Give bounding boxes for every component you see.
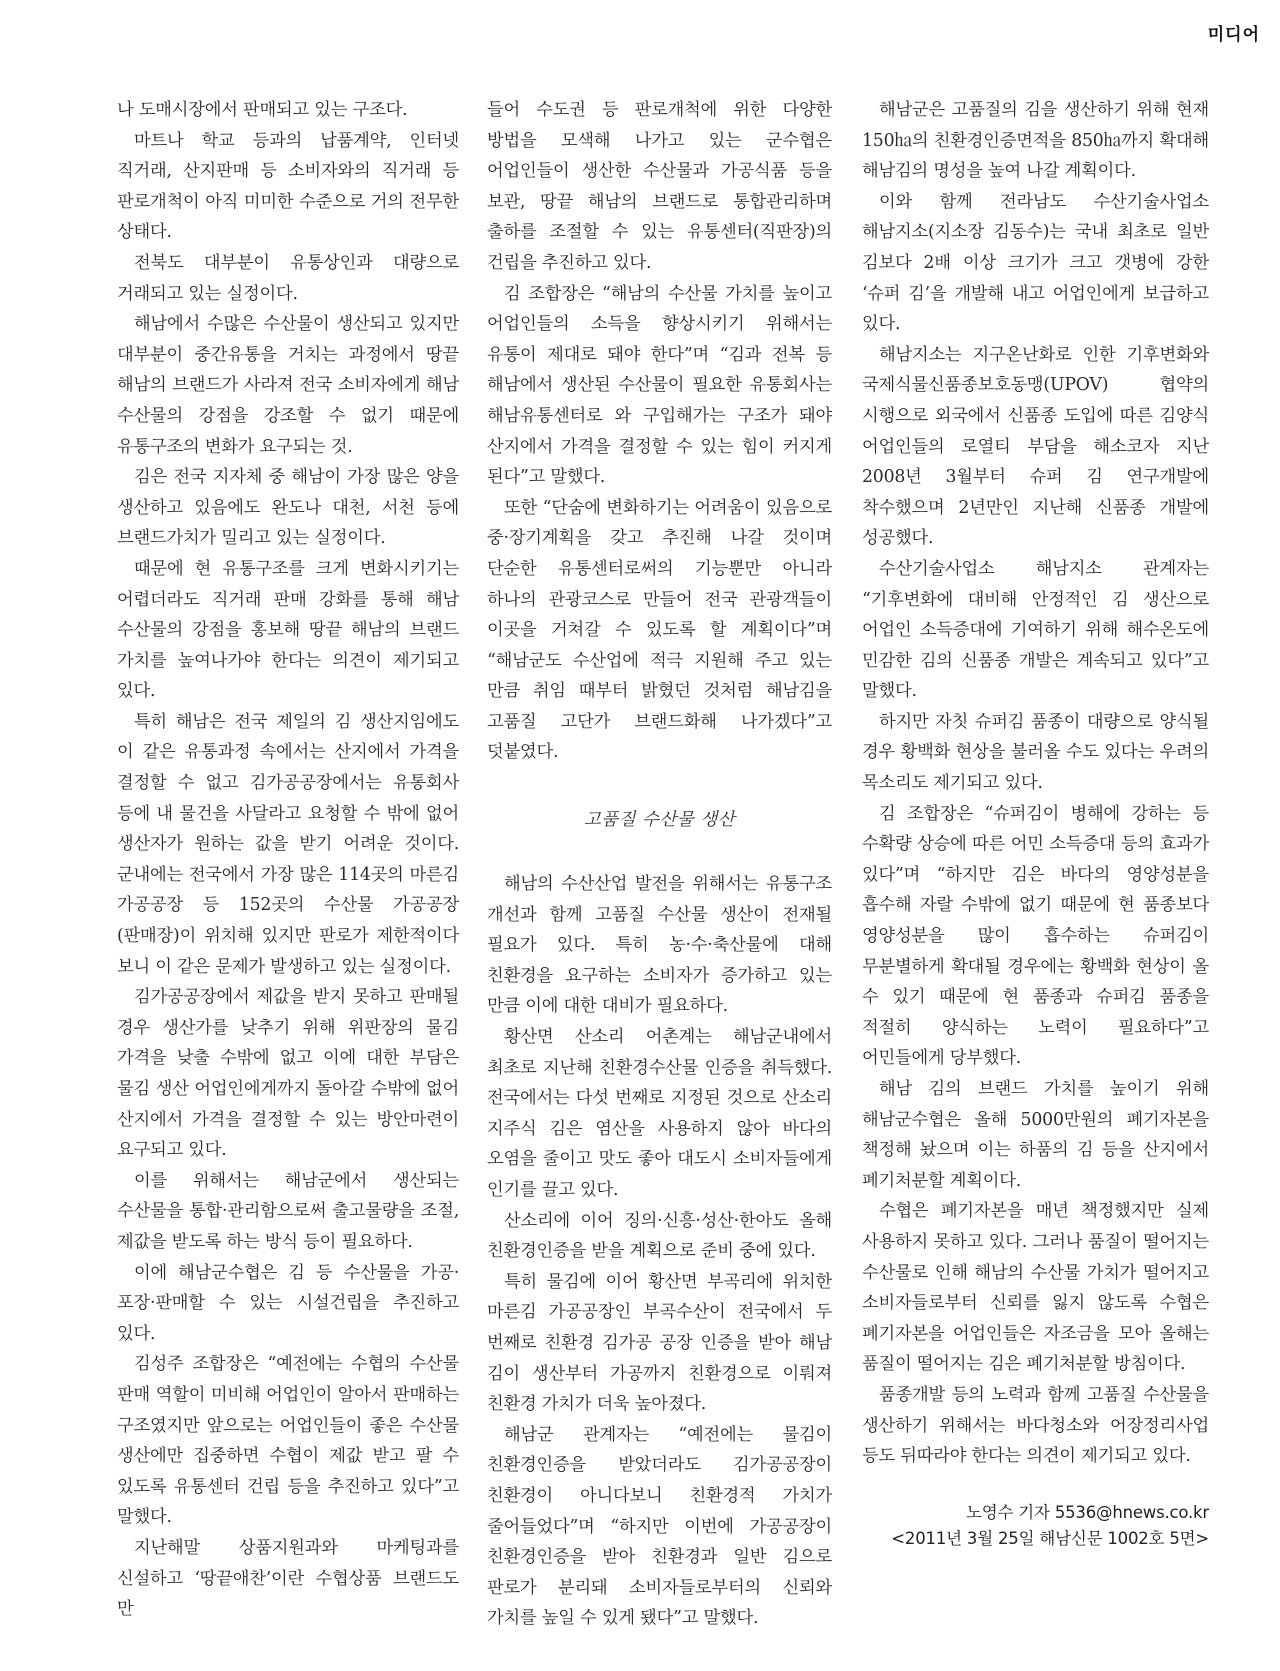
paragraph: 전북도 대부분이 유통상인과 대량으로 거래되고 있는 실정이다. <box>117 252 459 304</box>
paragraph: 이에 해남군수협은 김 등 수산물을 가공·포장·판매할 수 있는 시설건립을 추진하고 있다. <box>117 1262 459 1344</box>
paragraph: 때문에 현 유통구조를 크게 변화시키기는 어렵더라도 직거래 판매 강화를 통해 해남 수산물의 강점을 홍보해 땅끝 해남의 브랜드 가치를 높여나가야 한다는 의견이 제기되고 있다. <box>117 558 459 702</box>
publication-source: <2011년 3월 25일 해남신문 1002호 5면> <box>891 1528 1209 1548</box>
article-column-1 <box>117 95 459 1625</box>
paragraph: 김은 전국 지자체 중 해남이 가장 많은 양을 생산하고 있음에도 완도나 대천, 서천 등에 브랜드가치가 밀리고 있는 실정이다. <box>117 467 459 549</box>
paragraph: 해남 김의 브랜드 가치를 높이기 위해 해남군수협은 올해 5000만원의 폐기자본을 책정해 놨으며 이는 하품의 김 등을 산지에서 폐기처분할 계획이다. <box>862 1079 1209 1191</box>
section-subheading: 고품질 수산물 생산 <box>583 810 736 831</box>
article-column-2 <box>487 95 832 1634</box>
paragraph: 김가공공장에서 제값을 받지 못하고 판매될 경우 생산가를 낮추기 위해 위판장의 물김 가격을 낮출 수밖에 없고 이에 대한 부담은 물김 생산 어업인에게까지 돌아갈 수밖에 없어 산지에서 가격을 결정할 수 있는 방안마련이 요구되고 있다. <box>117 987 459 1161</box>
paragraph: 해남에서 수많은 수산물이 생산되고 있지만 대부분이 중간유통을 거치는 과정에서 땅끝 해남의 브랜드가 사라져 전국 소비자에게 해남 수산물의 강점을 강조할 수 없기 때문에 유통구조의 변화가 요구되는 것. <box>117 314 459 457</box>
paragraph: 수협은 폐기자본을 매년 책정했지만 실제 사용하지 못하고 있다. 그러나 품질이 떨어지는 수산물로 인해 해남의 수산물 가치가 떨어지고 소비자들로부터 신뢰를 잃지 않도록 수협은 폐기자본을 어업인들은 자조금을 모아 올해는 품질이 떨어지는 김은 폐기처분할 방침이다. <box>862 1201 1209 1375</box>
paragraph: 이를 위해서는 해남군에서 생산되는 수산물을 통합·관리함으로써 출고물량을 조절, 제값을 받도록 하는 방식 등이 필요하다. <box>117 1170 459 1252</box>
paragraph: 이와 함께 전라남도 수산기술사업소 해남지소(지소장 김동수)는 국내 최초로 일반 김보다 2배 이상 크기가 크고 갯병에 강한 ‘슈퍼 김’을 개발해 내고 어업인에게 보급하고 있다. <box>862 191 1209 335</box>
paragraph: 품종개발 등의 노력과 함께 고품질 수산물을 생산하기 위해서는 바다청소와 어장정리사업 등도 뒤따라야 한다는 의견이 제기되고 있다. <box>862 1384 1209 1467</box>
paragraph: 하지만 자칫 슈퍼김 품종이 대량으로 양식될 경우 황백화 현상을 불러올 수도 있다는 우려의 목소리도 제기되고 있다. <box>862 711 1209 794</box>
byline <box>862 1500 1209 1552</box>
paragraph: 김 조합장은 “해남의 수산물 가치를 높이고 어업인들의 소득을 향상시키기 위해서는 유통이 제대로 돼야 한다”며 “김과 전복 등 해남에서 생산된 수산물이 필요한 유통회사는 해남유통센터로 와 구입해가는 구조가 돼야 산지에서 가격을 결정할 수 있는 힘이 커지게 된다”고 말했다. <box>487 283 832 488</box>
paragraph: 김성주 조합장은 “예전에는 수협의 수산물 판매 역할이 미비해 어업인이 알아서 판매하는 구조였지만 앞으로는 어업인들이 좋은 수산물 생산에만 집중하면 수협이 제값 받고 팔 수 있도록 유통센터 건립 등을 추진하고 있다”고 말했다. <box>117 1354 459 1528</box>
paragraph: 해남의 수산산업 발전을 위해서는 유통구조 개선과 함께 고품질 수산물 생산이 전재될 필요가 있다. 특히 농·수·축산물에 대해 친환경을 요구하는 소비자가 증가하고 있는 만큼 이에 대한 대비가 필요하다. <box>487 874 832 1017</box>
paragraph: 특히 해남은 전국 제일의 김 생산지임에도 이 같은 유통과정 속에서는 산지에서 가격을 결정할 수 없고 김가공공장에서는 유통회사 등에 내 물건을 사달라고 요청할 수 밖에 없어 생산자가 원하는 값을 받기 어려운 것이다. 군내에는 전국에서 가장 많은 114곳의 마른김 가공공장 등 152곳의 수산물 가공공장(판매장)이 위치해 있지만 판로가 제한적이다 보니 이 같은 문제가 발생하고 있는 실정이다. <box>117 711 459 977</box>
paragraph: 지난해말 상품지원과와 마케팅과를 신설하고 ‘땅끝애찬’이란 수협상품 브랜드도 만 <box>117 1537 459 1620</box>
paragraph: 김 조합장은 “슈퍼김이 병해에 강하는 등 수확량 상승에 따른 어민 소득증대 등의 효과가 있다”며 “하지만 김은 바다의 영양성분을 흡수해 자랄 수밖에 없기 때문에 현 품종보다 영양성분을 많이 흡수하는 슈퍼김이 무분별하게 확대될 경우에는 황백화 현상이 올 수 있기 때문에 현 품종과 슈퍼김 품종을 적절히 양식하는 노력이 필요하다”고 어민들에게 당부했다. <box>862 803 1209 1069</box>
paragraph: 들어 수도권 등 판로개척에 위한 다양한 방법을 모색해 나가고 있는 군수협은 어업인들이 생산한 수산물과 가공식품 등을 보관, 땅끝 해남의 브랜드로 통합관리하며 출하를 조절할 수 있는 유통센터(직판장)의 건립을 추진하고 있다. <box>487 100 832 273</box>
paragraph: 산소리에 이어 징의·신흥·성산·한아도 올해 친환경인증을 받을 계획으로 준비 중에 있다. <box>487 1210 832 1262</box>
paragraph: 또한 “단숨에 변화하기는 어려움이 있음으로 중·장기계획을 갖고 추진해 나갈 것이며 단순한 유통센터로써의 기능뿐만 아니라 하나의 관광코스로 만들어 전국 관광객들이 이곳을 거쳐갈 수 있도록 할 계획이다”며 “해남군도 수산업에 적극 지원해 주고 있는 만큼 취임 때부터 밝혔던 것처럼 해남김을 고품질 고단가 브랜드화해 나가겠다”고 덧붙였다. <box>487 497 832 763</box>
paragraph: 해남군 관계자는 “예전에는 물김이 친환경인증을 받았더라도 김가공공장이 친환경이 아니다보니 친환경적 가치가 줄어들었다”며 “하지만 이번에 가공공장이 친환경인증을 받아 친환경과 일반 김으로 판로가 분리돼 소비자들로부터의 신뢰와 가치를 높일 수 있게 됐다”고 말했다. <box>487 1424 832 1629</box>
reporter-credit: 노영수 기자 5536@hnews.co.kr <box>966 1502 1209 1522</box>
paragraph: 나 도매시장에서 판매되고 있는 구조다. <box>117 100 408 120</box>
page-section-mark: 미디어 <box>1207 25 1260 45</box>
paragraph: 해남지소는 지구온난화로 인한 기후변화와 국제식물신품종보호동맹(UPOV) 협약의 시행으로 외국에서 신품종 도입에 따른 김양식 어업인들의 로열티 부담을 해소코자 지난 2008년 3월부터 슈퍼 김 연구개발에 착수했으며 2년만인 지난해 신품종 개발에 성공했다. <box>862 344 1209 549</box>
paragraph: 황산면 산소리 어촌계는 해남군내에서 최초로 지난해 친환경수산물 인증을 취득했다. 전국에서는 다섯 번째로 지정된 것으로 산소리 지주식 김은 염산을 사용하지 않아 바다의 오염을 줄이고 맛도 좋아 대도시 소비자들에게 인기를 끌고 있다. <box>487 1027 832 1200</box>
paragraph: 해남군은 고품질의 김을 생산하기 위해 현재 150㏊의 친환경인증면적을 850㏊까지 확대해 해남김의 명성을 높여 나갈 계획이다. <box>862 100 1209 182</box>
paragraph: 수산기술사업소 해남지소 관계자는 “기후변화에 대비해 안정적인 김 생산으로 어업인 소득증대에 기여하기 위해 해수온도에 민감한 김의 신품종 개발은 계속되고 있다”고 말했다. <box>862 558 1209 702</box>
paragraph: 마트나 학교 등과의 납품계약, 인터넷 직거래, 산지판매 등 소비자와의 직거래 등 판로개척이 아직 미미한 수준으로 거의 전무한 상태다. <box>117 130 459 243</box>
article-column-3 <box>862 95 1209 1552</box>
paragraph: 특히 물김에 이어 황산면 부곡리에 위치한 마른김 가공공장인 부곡수산이 전국에서 두 번째로 친환경 김가공 공장 인증을 받아 해남 김이 생산부터 가공까지 친환경으로 이뤄져 친환경 가치가 더욱 높아졌다. <box>487 1271 832 1415</box>
